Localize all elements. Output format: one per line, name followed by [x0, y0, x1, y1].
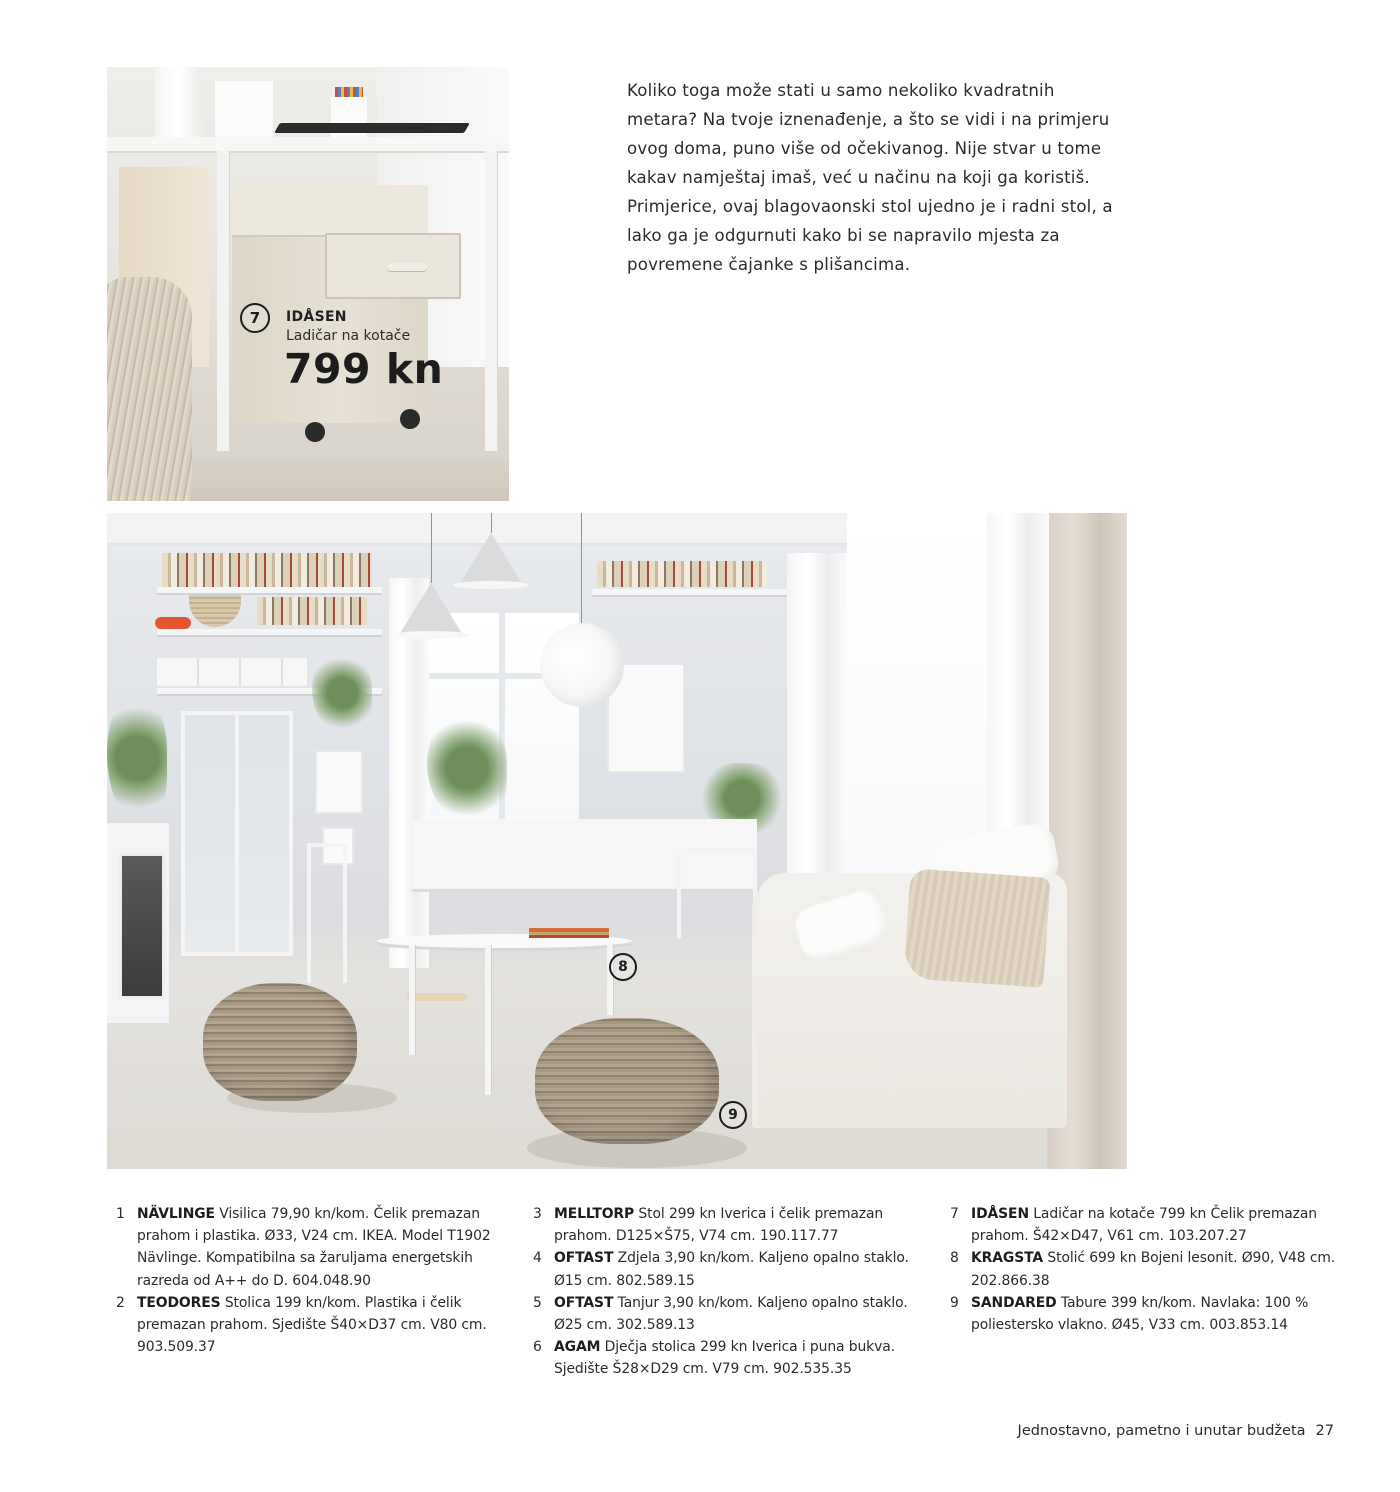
- knit-throw: [107, 277, 192, 501]
- oven: [119, 853, 165, 999]
- caster-wheel: [305, 422, 325, 442]
- books-shelf: [257, 597, 367, 625]
- agam-stool: [407, 993, 467, 1001]
- product-name: AGAM: [554, 1339, 601, 1356]
- vase: [155, 67, 203, 137]
- product-details: Visilica 79,90 kn/kom. Čelik premazan prahom i plastika. Ø33, V24 cm. IKEA. Model T1902 Nävlinge. Kompatibilna sa žaruljama energetskih razreda od A++ do D. 604.048.90: [137, 1206, 491, 1289]
- product-details: Tanjur 3,90 kn/kom. Kaljeno opalno staklo. Ø25 cm. 302.589.13: [554, 1294, 908, 1334]
- product-list-column-1: [116, 1203, 491, 1358]
- page-number: 27: [1315, 1423, 1334, 1439]
- branch-plant: [107, 693, 167, 823]
- product-name: SANDARED: [971, 1294, 1057, 1311]
- product-number: 2: [116, 1294, 125, 1311]
- table-leg: [409, 945, 415, 1055]
- drawer-handle: [387, 263, 427, 271]
- product-details: Dječja stolica 299 kn Iverica i puna bukva. Sjedište Š28×D29 cm. V79 cm. 902.535.35: [554, 1339, 895, 1378]
- pens: [335, 87, 363, 97]
- desk-leg: [217, 151, 229, 451]
- globe-pendant-lamp: [540, 623, 624, 707]
- basket: [189, 595, 241, 627]
- product-item: [116, 1292, 491, 1359]
- product-number: 9: [950, 1294, 959, 1311]
- product-item: [950, 1247, 1345, 1291]
- sandared-pouf: [203, 983, 357, 1101]
- product-list-column-2: [533, 1203, 928, 1381]
- wall-art: [315, 750, 363, 814]
- product-number: 7: [950, 1206, 959, 1222]
- product-number: 1: [116, 1206, 125, 1222]
- product-name: NÄVLINGE: [137, 1206, 215, 1222]
- product-item: [533, 1292, 928, 1336]
- living-room-photo: [107, 513, 1127, 1169]
- lamp-cord: [581, 513, 582, 623]
- books-shelf: [162, 553, 372, 587]
- stacked-chairs: [677, 848, 757, 938]
- product-details: Ladičar na kotače 799 kn Čelik premazan prahom. Š42×D47, V61 cm. 103.207.27: [971, 1206, 1317, 1245]
- product-number: 3: [533, 1206, 542, 1222]
- product-details: Stolica 199 kn/kom. Plastika i čelik premazan prahom. Sjedište Š40×D37 cm. V80 cm. 903.509.37: [137, 1294, 487, 1356]
- open-drawer: [325, 233, 461, 299]
- product-number: 6: [533, 1339, 542, 1356]
- product-item: [533, 1203, 928, 1247]
- wall-shelf: [592, 589, 792, 595]
- product-name: KRAGSTA: [971, 1250, 1044, 1267]
- page-footer: [1018, 1423, 1334, 1439]
- product-item: [533, 1336, 928, 1380]
- product-name: MELLTORP: [554, 1206, 635, 1222]
- lamp-cord: [431, 513, 432, 583]
- product-item: [950, 1292, 1345, 1336]
- drawer-unit-top: [232, 185, 428, 237]
- product-details: Tabure 399 kn/kom. Navlaka: 100 % poliestersko vlakno. Ø45, V33 cm. 003.853.14: [971, 1294, 1309, 1334]
- lamp-rim: [453, 581, 529, 589]
- desk-leg: [485, 151, 497, 451]
- desk-top: [107, 137, 509, 153]
- product-item: [950, 1203, 1345, 1247]
- idasen-product-photo: [107, 67, 509, 501]
- table-leg: [485, 945, 491, 1095]
- product-marker-7[interactable]: 7: [240, 303, 270, 333]
- product-marker-8[interactable]: 8: [609, 953, 637, 981]
- pendant-lamp-navlinge: [459, 533, 523, 585]
- product-details: Stol 299 kn Iverica i čelik premazan prahom. D125×Š75, V74 cm. 190.117.77: [554, 1206, 884, 1245]
- price-tag-price: 799 kn: [284, 345, 444, 393]
- price-tag-product-name: IDÅSEN: [286, 309, 347, 325]
- product-name: TEODORES: [137, 1294, 221, 1311]
- lamp-rim: [393, 631, 469, 639]
- books-on-table: [529, 928, 609, 938]
- section-title: Jednostavno, pametno i unutar budžeta: [1017, 1423, 1306, 1439]
- product-number: 8: [950, 1250, 959, 1267]
- product-details: Zdjela 3,90 kn/kom. Kaljeno opalno staklo. Ø15 cm. 802.589.15: [554, 1250, 909, 1289]
- sofa-throw: [903, 868, 1050, 987]
- laptop: [274, 123, 470, 133]
- wall-shelf: [157, 629, 382, 635]
- red-blanket: [155, 617, 191, 629]
- product-item: [533, 1247, 928, 1291]
- product-number: 5: [533, 1294, 542, 1311]
- storage-box: [215, 81, 279, 137]
- product-name: OFTAST: [554, 1294, 614, 1311]
- caster-wheel: [400, 409, 420, 429]
- price-tag-description: Ladičar na kotače: [286, 328, 411, 344]
- product-item: [116, 1203, 491, 1292]
- glass-cabinet: [181, 711, 293, 956]
- lamp-cord: [491, 513, 492, 533]
- intro-paragraph: Koliko toga može stati u samo nekoliko kvadratnih metara? Na tvoje iznenađenje, a što se vidi i na primjeru ovog doma, puno više od očekivanog. Nije stvar u tome kakav namještaj imaš, već u načinu na koji ga koristiš. Primjerice, ovaj blagovaonski stol ujedno je i radni stol, a lako ga je odgurnuti kako bi se napravilo mjesta za povremene čajanke s plišancima.: [627, 81, 1113, 274]
- product-marker-9[interactable]: 9: [719, 1101, 747, 1129]
- product-list-column-3: [950, 1203, 1345, 1336]
- pendant-lamp-navlinge: [399, 583, 463, 635]
- product-number: 4: [533, 1250, 542, 1267]
- books-shelf: [597, 561, 767, 587]
- wall-shelf: [157, 587, 382, 593]
- table-leg: [607, 945, 613, 1015]
- storage-boxes: [157, 658, 307, 686]
- product-name: OFTAST: [554, 1250, 614, 1267]
- hanging-plant: [312, 653, 372, 733]
- product-name: IDÅSEN: [971, 1206, 1029, 1222]
- product-details: Stolić 699 kn Bojeni lesonit. Ø90, V48 cm. 202.866.38: [971, 1250, 1336, 1289]
- sandared-pouf: [535, 1018, 719, 1144]
- teodores-high-chair: [307, 843, 347, 983]
